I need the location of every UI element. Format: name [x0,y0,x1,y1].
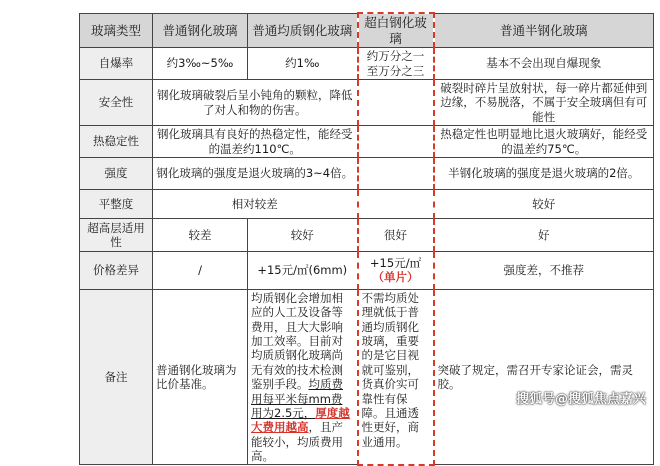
strength-tempered: 钢化玻璃的强度是退火玻璃的3~4倍。 [153,157,358,189]
thermal-heat-strengthened: 热稳定性也明显地比退火玻璃好，能经受的温差约75℃。 [434,126,654,158]
remarks-homogenized-text: 均质钢化会增加相应的人工及设备等费用，且大大影响加工效率。目前对均质质钢化玻璃尚无有效的技术检测鉴别手段。 [251,290,343,392]
header-homogenized-tempered: 普通均质钢化玻璃 [248,13,358,48]
row-flatness [80,189,654,218]
header-heat-strengthened: 普通半钢化玻璃 [434,13,654,48]
strength-ultra-clear [358,157,434,189]
label-thermal: 热稳定性 [80,126,153,158]
self-break-homogenized: 约1‰ [248,48,358,80]
row-safety [80,80,654,126]
header-ultra-clear-tempered: 超白钢化玻璃 [358,13,434,48]
price-ultra-clear-value: +15元/㎡ [369,256,422,270]
strength-heat-strengthened: 半钢化玻璃的强度是退火玻璃的2倍。 [434,157,654,189]
price-ordinary: / [153,251,248,289]
highrise-homogenized: 较好 [248,218,358,251]
thermal-tempered: 钢化玻璃具有良好的热稳定性，能经受的温差约110℃。 [153,126,358,158]
highrise-ordinary: 较差 [153,218,248,251]
self-break-heat-strengthened: 基本不会出现自爆现象 [434,48,654,80]
price-homogenized: +15元/㎡(6mm) [248,251,358,289]
flatness-ultra-clear [358,189,434,218]
header-row [80,13,654,48]
label-highrise: 超高层适用性 [80,218,153,251]
watermark-text: 搜狐号@搜狐焦点嘉兴 [515,392,646,407]
remarks-ordinary: 普通钢化玻璃为比价基准。 [153,289,248,465]
self-break-ordinary: 约3‰~5‰ [153,48,248,80]
price-heat-strengthened: 强度差，不推荐 [434,251,654,289]
thermal-ultra-clear [358,126,434,158]
flatness-heat-strengthened: 较好 [434,189,654,218]
remarks-homogenized [248,289,358,465]
label-remarks: 备注 [80,289,153,465]
label-strength: 强度 [80,157,153,189]
label-price: 价格差异 [80,251,153,289]
row-highrise [80,218,654,251]
label-flatness: 平整度 [80,189,153,218]
row-strength [80,157,654,189]
header-type: 玻璃类型 [80,13,153,48]
remarks-homogenized-highlight: 厚度越大费用越高 [251,405,350,435]
remarks-heat-strengthened: 突破了规定，需召开专家论证会，需灵胶。 [434,289,654,465]
label-self-break: 自爆率 [80,48,153,80]
price-ultra-clear [358,251,434,289]
header-ordinary-tempered: 普通钢化玻璃 [153,13,248,48]
price-ultra-clear-note: （单片） [372,270,419,285]
safety-ultra-clear [358,80,434,126]
remarks-homogenized-tail: ，且产能较小，均质费用高。 [251,420,343,463]
self-break-ultra-clear: 约万分之一至万分之三 [358,48,434,80]
highrise-ultra-clear: 很好 [358,218,434,251]
remarks-ultra-clear: 不需均质处理就低于普通均质钢化玻璃，重要的是它目视就可鉴别，货真价实可靠性有保障。且通透性更好，商业通用。 [358,289,434,465]
safety-heat-strengthened: 破裂时碎片呈放射状，每一碎片都延伸到边缘，不易脱落，不属于安全玻璃但有可能性 [434,80,654,126]
label-safety: 安全性 [80,80,153,126]
row-thermal [80,126,654,158]
watermark [516,388,646,407]
flatness-tempered: 相对较差 [153,189,358,218]
row-price [80,251,654,289]
remarks-homogenized-cost: 均质费用每平米每mm费用为2.5元， [251,377,343,420]
row-remarks [80,289,654,465]
safety-tempered: 钢化玻璃破裂后呈小钝角的颗粒，降低了对人和物的伤害。 [153,80,358,126]
row-self-break [80,48,654,80]
highrise-heat-strengthened: 好 [434,218,654,251]
